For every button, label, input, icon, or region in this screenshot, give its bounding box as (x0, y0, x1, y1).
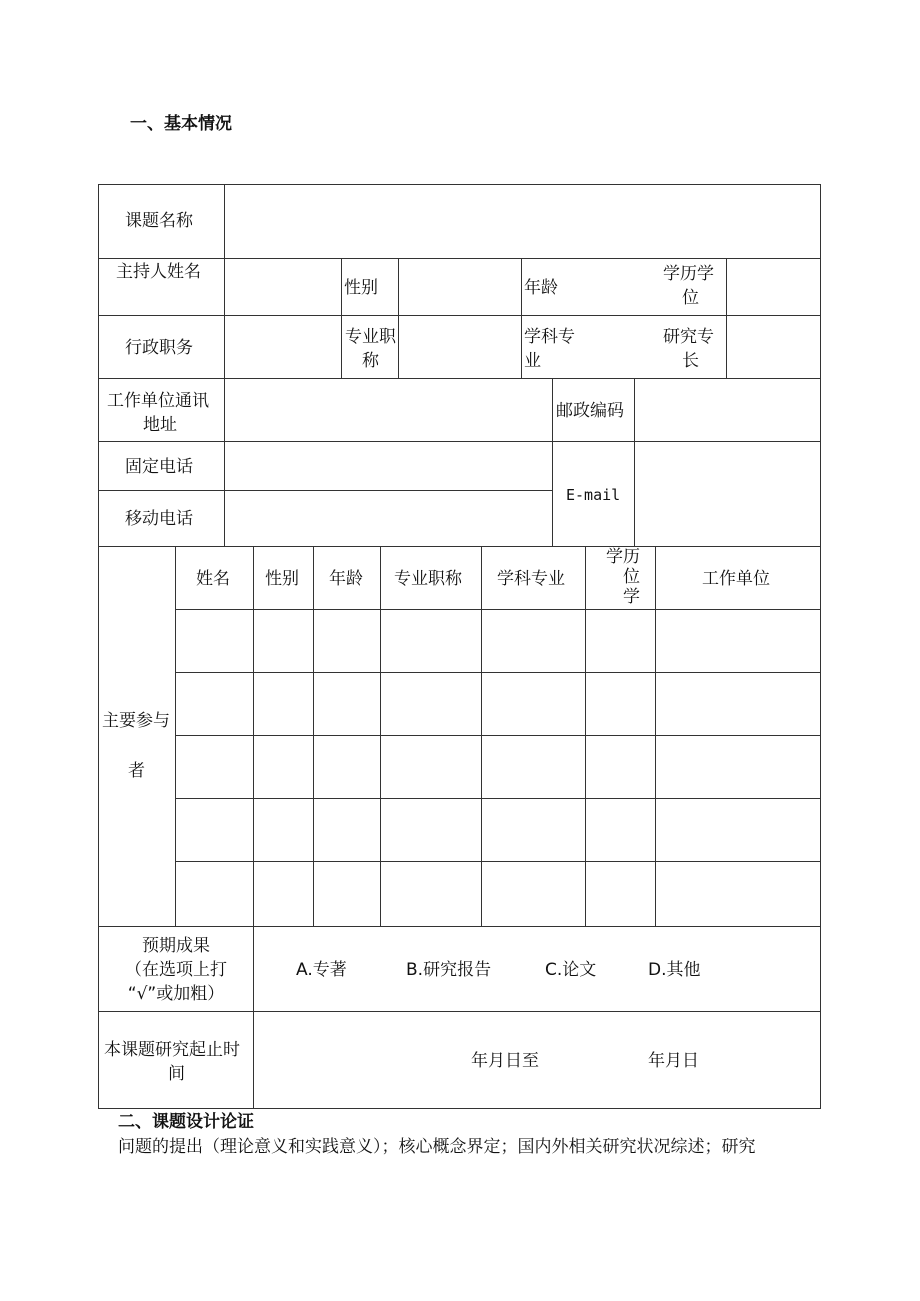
label-host-name: 主持人姓名 (116, 262, 201, 282)
label-degree-line1: 学历学 (663, 264, 714, 284)
period-to[interactable]: 年月日 (648, 1051, 699, 1071)
label-address-line1: 工作单位通讯 (107, 391, 209, 411)
header-title: 专业职称 (394, 569, 462, 589)
host-title-field[interactable] (399, 316, 521, 378)
label-research-line1: 研究专 (663, 327, 714, 347)
participant-row-1[interactable] (176, 610, 820, 672)
label-topic-name: 课题名称 (125, 211, 193, 231)
label-mobile: 移动电话 (125, 509, 193, 529)
postcode-field[interactable] (635, 379, 820, 441)
label-gender: 性别 (344, 278, 378, 298)
label-outcomes-line1: 预期成果 (142, 936, 210, 956)
header-discipline: 学科专业 (497, 569, 565, 589)
row-line (98, 926, 821, 927)
row-line (98, 546, 821, 547)
header-degree-line3: 学 (623, 587, 640, 607)
section-2-title: 二、课题设计论证 (118, 1112, 254, 1132)
host-name-field[interactable] (225, 259, 341, 315)
participant-row-2[interactable] (176, 673, 820, 735)
header-gender: 性别 (265, 569, 299, 589)
col-line (521, 258, 522, 379)
outcome-option-c[interactable]: C.论文 (545, 960, 597, 980)
participant-row-4[interactable] (176, 799, 820, 861)
participant-row-5[interactable] (176, 862, 820, 926)
label-admin-post: 行政职务 (125, 338, 193, 358)
table-border-bottom (98, 1108, 821, 1109)
label-research-line2: 长 (682, 351, 699, 371)
label-discipline-line2: 业 (524, 351, 541, 371)
host-degree-field[interactable] (727, 259, 820, 315)
header-unit: 工作单位 (702, 569, 770, 589)
label-participants-line2: 者 (128, 761, 145, 781)
section-2-intro: 问题的提出（理论意义和实践意义）；核心概念界定；国内外相关研究状况综述；研究 (118, 1137, 756, 1157)
email-field[interactable] (635, 442, 820, 546)
label-address-line2: 地址 (143, 415, 177, 435)
label-period-line2: 间 (168, 1064, 185, 1084)
label-outcomes-line3: “√”或加粗） (127, 984, 225, 1004)
col-line (552, 378, 553, 547)
label-participants-line1: 主要参与 (102, 711, 170, 731)
header-degree-line1: 学历 (606, 547, 640, 567)
mobile-field[interactable] (225, 491, 552, 546)
label-postcode: 邮政编码 (556, 401, 624, 421)
label-email: E-mail (566, 486, 621, 504)
outcome-option-a[interactable]: A.专著 (296, 960, 347, 980)
outcome-option-b[interactable]: B.研究报告 (406, 960, 492, 980)
host-gender-field[interactable] (399, 259, 521, 315)
label-landline: 固定电话 (125, 457, 193, 477)
admin-post-field[interactable] (225, 316, 341, 378)
topic-name-field[interactable] (225, 185, 820, 258)
label-discipline-line1: 学科专 (524, 327, 575, 347)
host-research-field[interactable] (727, 316, 820, 378)
participant-row-3[interactable] (176, 736, 820, 798)
landline-field[interactable] (225, 442, 552, 490)
section-1-title: 一、基本情况 (130, 114, 232, 134)
label-title-line1: 专业职 (345, 327, 396, 347)
label-age: 年龄 (524, 278, 558, 298)
label-outcomes-line2: （在选项上打 (125, 960, 227, 980)
label-period-line1: 本课题研究起止时 (104, 1040, 240, 1060)
period-from[interactable]: 年月日至 (471, 1051, 539, 1071)
header-age: 年龄 (329, 569, 363, 589)
outcome-option-d[interactable]: D.其他 (648, 960, 701, 980)
col-line (341, 258, 342, 379)
address-field[interactable] (225, 379, 552, 441)
label-title-line2: 称 (362, 351, 379, 371)
table-border-right (820, 184, 821, 1109)
row-line (98, 1011, 821, 1012)
label-degree-line2: 位 (682, 288, 699, 308)
header-degree-line2: 位 (623, 567, 640, 587)
header-name: 姓名 (196, 569, 230, 589)
